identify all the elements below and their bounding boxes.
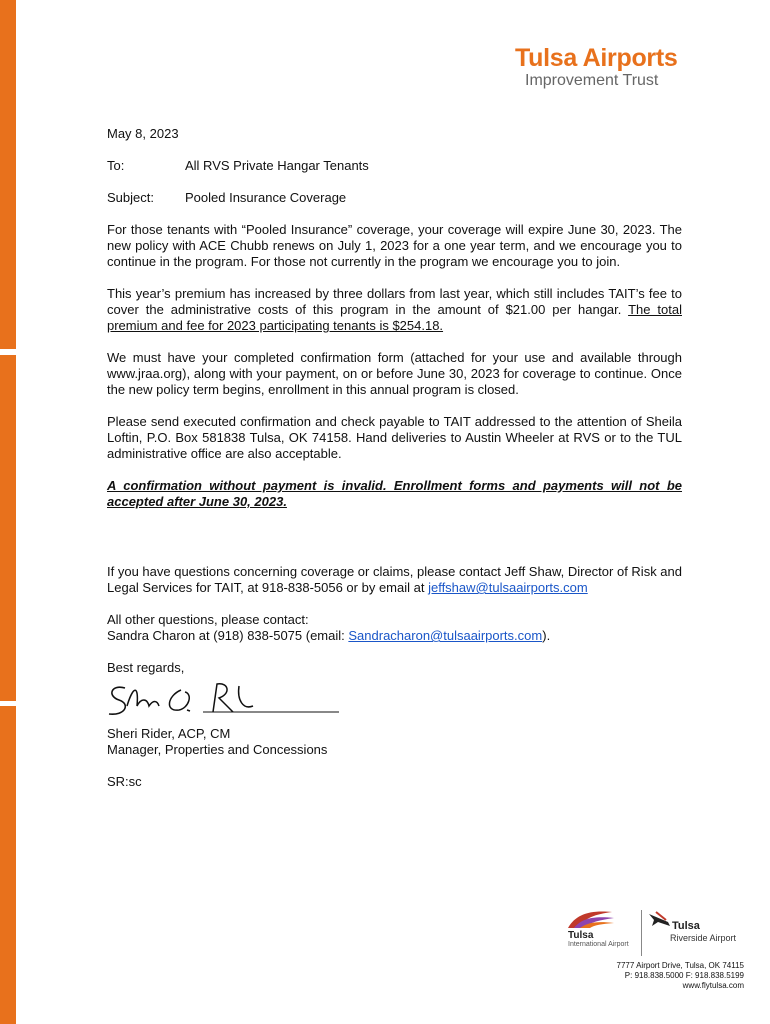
footer-logos xyxy=(560,908,750,958)
signer-name: Sheri Rider, ACP, CM xyxy=(107,726,231,741)
signature-block xyxy=(107,726,682,758)
premium-text: This year’s premium has increased by three dollars from last year, which still includes TAIT’s fee to cover the administrative costs of this program in the amount of $21.00 per hangar. xyxy=(107,286,682,317)
initials: SR:sc xyxy=(107,774,142,789)
to-value: All RVS Private Hangar Tenants xyxy=(185,158,369,173)
subject-label: Subject: xyxy=(107,190,154,205)
footer-address xyxy=(617,961,744,991)
tia-subtitle: International Airport xyxy=(568,941,629,948)
paragraph-confirmation: We must have your completed confirmation form (attached for your use and available through www.jraa.org), along with your payment, on or before June 30, 2023 for coverage to continue. Once the new policy term begins, enrollment in this annual program is closed. xyxy=(107,350,682,397)
logo-divider xyxy=(641,910,642,956)
paragraph-other-questions xyxy=(107,612,682,644)
tia-name: Tulsa xyxy=(568,930,594,941)
questions-text: If you have questions concerning coverage or claims, please contact Jeff Shaw, Director of Risk and Legal Services for TAIT, at 918-838-5056 or by email at xyxy=(107,564,682,595)
left-accent-band-middle xyxy=(0,355,16,701)
subject-value: Pooled Insurance Coverage xyxy=(185,190,347,205)
left-accent-band-top xyxy=(0,0,16,349)
left-accent-band-bottom xyxy=(0,706,16,1024)
rva-plane-icon xyxy=(648,910,672,932)
signature xyxy=(103,676,682,722)
paragraph-delivery: Please send executed confirmation and check payable to TAIT addressed to the attention of Sheila Loftin, P.O. Box 581838 Tulsa, OK 74158. Hand deliveries to Austin Wheeler at RVS or to the TUL administrative office are also acceptable. xyxy=(107,414,682,461)
closing: Best regards, xyxy=(107,660,185,675)
sandra-charon-email-link[interactable]: Sandracharon@tulsaairports.com xyxy=(348,628,543,643)
subject-row xyxy=(107,190,682,206)
signer-title: Manager, Properties and Concessions xyxy=(107,742,328,757)
to-row xyxy=(107,158,682,174)
letter-date: May 8, 2023 xyxy=(107,126,179,141)
letter-body xyxy=(107,126,682,806)
paragraph-questions xyxy=(107,564,682,596)
sandra-contact-end: ). xyxy=(542,628,551,643)
logo-subtitle: Improvement Trust xyxy=(525,72,659,89)
paragraph-premium xyxy=(107,286,682,334)
tait-logo xyxy=(515,44,678,90)
address-website: www.flytulsa.com xyxy=(682,981,744,990)
to-label: To: xyxy=(107,158,125,173)
logo-title: Tulsa Airports xyxy=(515,44,678,72)
address-street: 7777 Airport Drive, Tulsa, OK 74115 xyxy=(616,961,744,970)
other-questions-line: All other questions, please contact: xyxy=(107,612,309,627)
rva-subtitle: Riverside Airport xyxy=(670,933,737,943)
payment-warning: A confirmation without payment is invalid. Enrollment forms and payments will not be accepted after June 30, 2023. xyxy=(107,478,682,509)
sandra-contact-text: Sandra Charon at (918) 838-5075 (email: xyxy=(107,628,349,643)
jeff-shaw-email-link[interactable]: jeffshaw@tulsaairports.com xyxy=(428,580,588,595)
address-phone-fax: P: 918.838.5000 F: 918.838.5199 xyxy=(624,971,744,980)
paragraph-expiry: For those tenants with “Pooled Insurance” coverage, your coverage will expire June 30, 2023. The new policy with ACE Chubb renews on July 1, 2023 for a one year term, and we encourage you to continue in the program. For those not currently in the program we encourage you to join. xyxy=(107,222,682,269)
rva-name: Tulsa xyxy=(672,920,700,932)
premium-total-underlined: The total premium and fee for 2023 participating tenants is $254.18. xyxy=(107,302,682,333)
